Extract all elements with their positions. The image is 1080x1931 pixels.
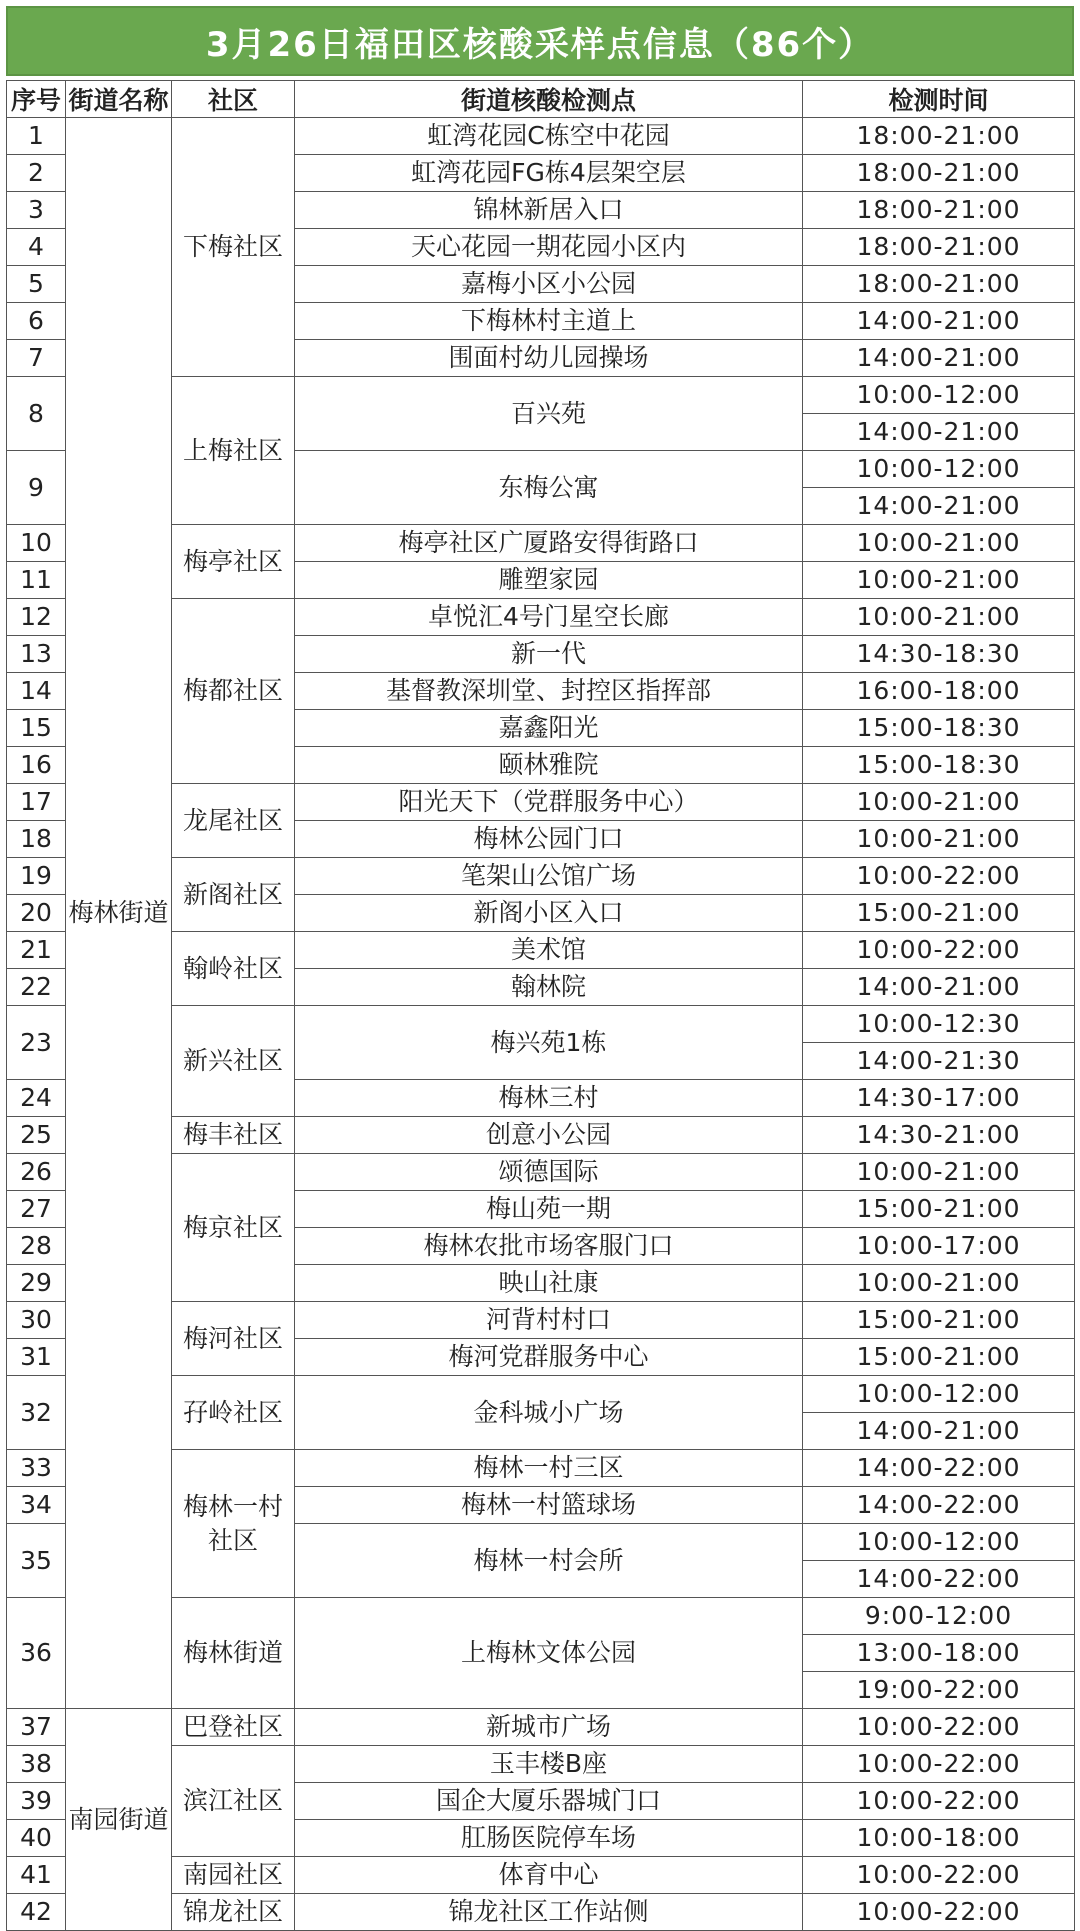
community-name: 新阁社区 [172, 858, 295, 932]
row-index: 13 [7, 636, 66, 673]
row-index: 23 [7, 1006, 66, 1080]
time-slot: 18:00-21:00 [803, 192, 1075, 229]
time-slot: 14:00-21:00 [803, 1413, 1075, 1450]
row-index: 10 [7, 525, 66, 562]
time-slot: 10:00-21:00 [803, 821, 1075, 858]
time-slot: 10:00-12:00 [803, 1376, 1075, 1413]
community-name: 翰岭社区 [172, 932, 295, 1006]
community-name: 梅林街道 [172, 1598, 295, 1709]
site-name: 新城市广场 [295, 1709, 803, 1746]
time-slot: 10:00-18:00 [803, 1820, 1075, 1857]
site-name: 梅林一村会所 [295, 1524, 803, 1598]
time-slot: 10:00-22:00 [803, 1709, 1075, 1746]
time-slot: 15:00-21:00 [803, 895, 1075, 932]
site-name: 笔架山公馆广场 [295, 858, 803, 895]
header-row [7, 81, 1075, 118]
row-index: 31 [7, 1339, 66, 1376]
time-slot: 10:00-22:00 [803, 1857, 1075, 1894]
time-slot: 19:00-22:00 [803, 1672, 1075, 1709]
row-index: 16 [7, 747, 66, 784]
row-index: 27 [7, 1191, 66, 1228]
site-name: 梅兴苑1栋 [295, 1006, 803, 1080]
time-slot: 10:00-17:00 [803, 1228, 1075, 1265]
site-name: 映山社康 [295, 1265, 803, 1302]
row-index: 30 [7, 1302, 66, 1339]
row-index: 26 [7, 1154, 66, 1191]
row-index: 15 [7, 710, 66, 747]
time-slot: 14:00-22:00 [803, 1561, 1075, 1598]
row-index: 24 [7, 1080, 66, 1117]
site-name: 嘉梅小区小公园 [295, 266, 803, 303]
row-index: 17 [7, 784, 66, 821]
time-slot: 14:00-21:00 [803, 340, 1075, 377]
time-slot: 10:00-22:00 [803, 1783, 1075, 1820]
time-slot: 9:00-12:00 [803, 1598, 1075, 1635]
street-name: 南园街道 [66, 1709, 172, 1931]
community-name: 梅河社区 [172, 1302, 295, 1376]
row-index: 7 [7, 340, 66, 377]
community-name: 新兴社区 [172, 1006, 295, 1117]
row-index: 4 [7, 229, 66, 266]
site-name: 卓悦汇4号门星空长廊 [295, 599, 803, 636]
site-name: 新一代 [295, 636, 803, 673]
site-name: 颂德国际 [295, 1154, 803, 1191]
sampling-sites-table [6, 80, 1075, 1931]
community-name: 梅亭社区 [172, 525, 295, 599]
site-name: 梅林公园门口 [295, 821, 803, 858]
street-name: 梅林街道 [66, 118, 172, 1709]
row-index: 32 [7, 1376, 66, 1450]
row-index: 9 [7, 451, 66, 525]
site-name: 国企大厦乐器城门口 [295, 1783, 803, 1820]
time-slot: 10:00-12:00 [803, 451, 1075, 488]
header-site: 街道核酸检测点 [295, 81, 803, 118]
row-index: 20 [7, 895, 66, 932]
time-slot: 18:00-21:00 [803, 229, 1075, 266]
community-name: 滨江社区 [172, 1746, 295, 1857]
row-index: 37 [7, 1709, 66, 1746]
row-index: 29 [7, 1265, 66, 1302]
site-name: 天心花园一期花园小区内 [295, 229, 803, 266]
time-slot: 14:30-21:00 [803, 1117, 1075, 1154]
row-index: 38 [7, 1746, 66, 1783]
row-index: 11 [7, 562, 66, 599]
row-index: 25 [7, 1117, 66, 1154]
site-name: 雕塑家园 [295, 562, 803, 599]
site-name: 梅山苑一期 [295, 1191, 803, 1228]
time-slot: 10:00-12:00 [803, 1524, 1075, 1561]
community-name: 梅林一村社区 [172, 1450, 295, 1598]
time-slot: 14:00-21:00 [803, 414, 1075, 451]
row-index: 22 [7, 969, 66, 1006]
row-index: 42 [7, 1894, 66, 1931]
site-name: 阳光天下（党群服务中心） [295, 784, 803, 821]
time-slot: 10:00-21:00 [803, 784, 1075, 821]
time-slot: 10:00-12:30 [803, 1006, 1075, 1043]
site-name: 金科城小广场 [295, 1376, 803, 1450]
row-index: 35 [7, 1524, 66, 1598]
time-slot: 14:00-22:00 [803, 1487, 1075, 1524]
time-slot: 10:00-12:00 [803, 377, 1075, 414]
time-slot: 10:00-22:00 [803, 858, 1075, 895]
row-index: 19 [7, 858, 66, 895]
time-slot: 15:00-21:00 [803, 1302, 1075, 1339]
time-slot: 16:00-18:00 [803, 673, 1075, 710]
site-name: 翰林院 [295, 969, 803, 1006]
time-slot: 14:00-21:30 [803, 1043, 1075, 1080]
site-name: 嘉鑫阳光 [295, 710, 803, 747]
community-name: 孖岭社区 [172, 1376, 295, 1450]
community-name: 巴登社区 [172, 1709, 295, 1746]
site-name: 新阁小区入口 [295, 895, 803, 932]
site-name: 梅河党群服务中心 [295, 1339, 803, 1376]
time-slot: 15:00-18:30 [803, 747, 1075, 784]
row-index: 6 [7, 303, 66, 340]
time-slot: 14:30-18:30 [803, 636, 1075, 673]
row-index: 33 [7, 1450, 66, 1487]
site-name: 围面村幼儿园操场 [295, 340, 803, 377]
row-index: 41 [7, 1857, 66, 1894]
row-index: 14 [7, 673, 66, 710]
time-slot: 10:00-21:00 [803, 1154, 1075, 1191]
time-slot: 13:00-18:00 [803, 1635, 1075, 1672]
community-name: 锦龙社区 [172, 1894, 295, 1931]
site-name: 东梅公寓 [295, 451, 803, 525]
header-time: 检测时间 [803, 81, 1075, 118]
row-index: 36 [7, 1598, 66, 1709]
row-index: 40 [7, 1820, 66, 1857]
row-index: 12 [7, 599, 66, 636]
time-slot: 10:00-22:00 [803, 932, 1075, 969]
time-slot: 14:00-22:00 [803, 1450, 1075, 1487]
row-index: 34 [7, 1487, 66, 1524]
page-title: 3月26日福田区核酸采样点信息（86个） [6, 6, 1074, 76]
site-name: 虹湾花园C栋空中花园 [295, 118, 803, 155]
row-index: 5 [7, 266, 66, 303]
community-name: 上梅社区 [172, 377, 295, 525]
site-name: 虹湾花园FG栋4层架空层 [295, 155, 803, 192]
row-index: 1 [7, 118, 66, 155]
row-index: 3 [7, 192, 66, 229]
table-row [7, 118, 1075, 155]
time-slot: 10:00-22:00 [803, 1746, 1075, 1783]
site-name: 百兴苑 [295, 377, 803, 451]
time-slot: 14:00-21:00 [803, 969, 1075, 1006]
site-name: 体育中心 [295, 1857, 803, 1894]
table-container [6, 80, 1074, 1931]
row-index: 2 [7, 155, 66, 192]
community-name: 梅都社区 [172, 599, 295, 784]
header-community: 社区 [172, 81, 295, 118]
site-name: 颐林雅院 [295, 747, 803, 784]
site-name: 玉丰楼B座 [295, 1746, 803, 1783]
site-name: 美术馆 [295, 932, 803, 969]
site-name: 上梅林文体公园 [295, 1598, 803, 1709]
community-name: 下梅社区 [172, 118, 295, 377]
time-slot: 10:00-21:00 [803, 599, 1075, 636]
time-slot: 10:00-21:00 [803, 525, 1075, 562]
site-name: 锦林新居入口 [295, 192, 803, 229]
time-slot: 10:00-21:00 [803, 562, 1075, 599]
site-name: 梅林三村 [295, 1080, 803, 1117]
community-name: 梅京社区 [172, 1154, 295, 1302]
row-index: 8 [7, 377, 66, 451]
time-slot: 18:00-21:00 [803, 266, 1075, 303]
row-index: 21 [7, 932, 66, 969]
time-slot: 14:00-21:00 [803, 488, 1075, 525]
time-slot: 15:00-21:00 [803, 1339, 1075, 1376]
row-index: 39 [7, 1783, 66, 1820]
site-name: 下梅林村主道上 [295, 303, 803, 340]
table-row [7, 1709, 1075, 1746]
community-name: 南园社区 [172, 1857, 295, 1894]
site-name: 梅林农批市场客服门口 [295, 1228, 803, 1265]
time-slot: 15:00-21:00 [803, 1191, 1075, 1228]
time-slot: 14:00-21:00 [803, 303, 1075, 340]
header-index: 序号 [7, 81, 66, 118]
community-name: 梅丰社区 [172, 1117, 295, 1154]
time-slot: 15:00-18:30 [803, 710, 1075, 747]
community-name: 龙尾社区 [172, 784, 295, 858]
table-body [7, 118, 1075, 1931]
time-slot: 10:00-22:00 [803, 1894, 1075, 1931]
site-name: 创意小公园 [295, 1117, 803, 1154]
row-index: 28 [7, 1228, 66, 1265]
site-name: 基督教深圳堂、封控区指挥部 [295, 673, 803, 710]
time-slot: 18:00-21:00 [803, 155, 1075, 192]
header-street: 街道名称 [66, 81, 172, 118]
site-name: 梅林一村篮球场 [295, 1487, 803, 1524]
site-name: 河背村村口 [295, 1302, 803, 1339]
row-index: 18 [7, 821, 66, 858]
time-slot: 10:00-21:00 [803, 1265, 1075, 1302]
time-slot: 18:00-21:00 [803, 118, 1075, 155]
site-name: 肛肠医院停车场 [295, 1820, 803, 1857]
time-slot: 14:30-17:00 [803, 1080, 1075, 1117]
site-name: 锦龙社区工作站侧 [295, 1894, 803, 1931]
site-name: 梅亭社区广厦路安得街路口 [295, 525, 803, 562]
site-name: 梅林一村三区 [295, 1450, 803, 1487]
